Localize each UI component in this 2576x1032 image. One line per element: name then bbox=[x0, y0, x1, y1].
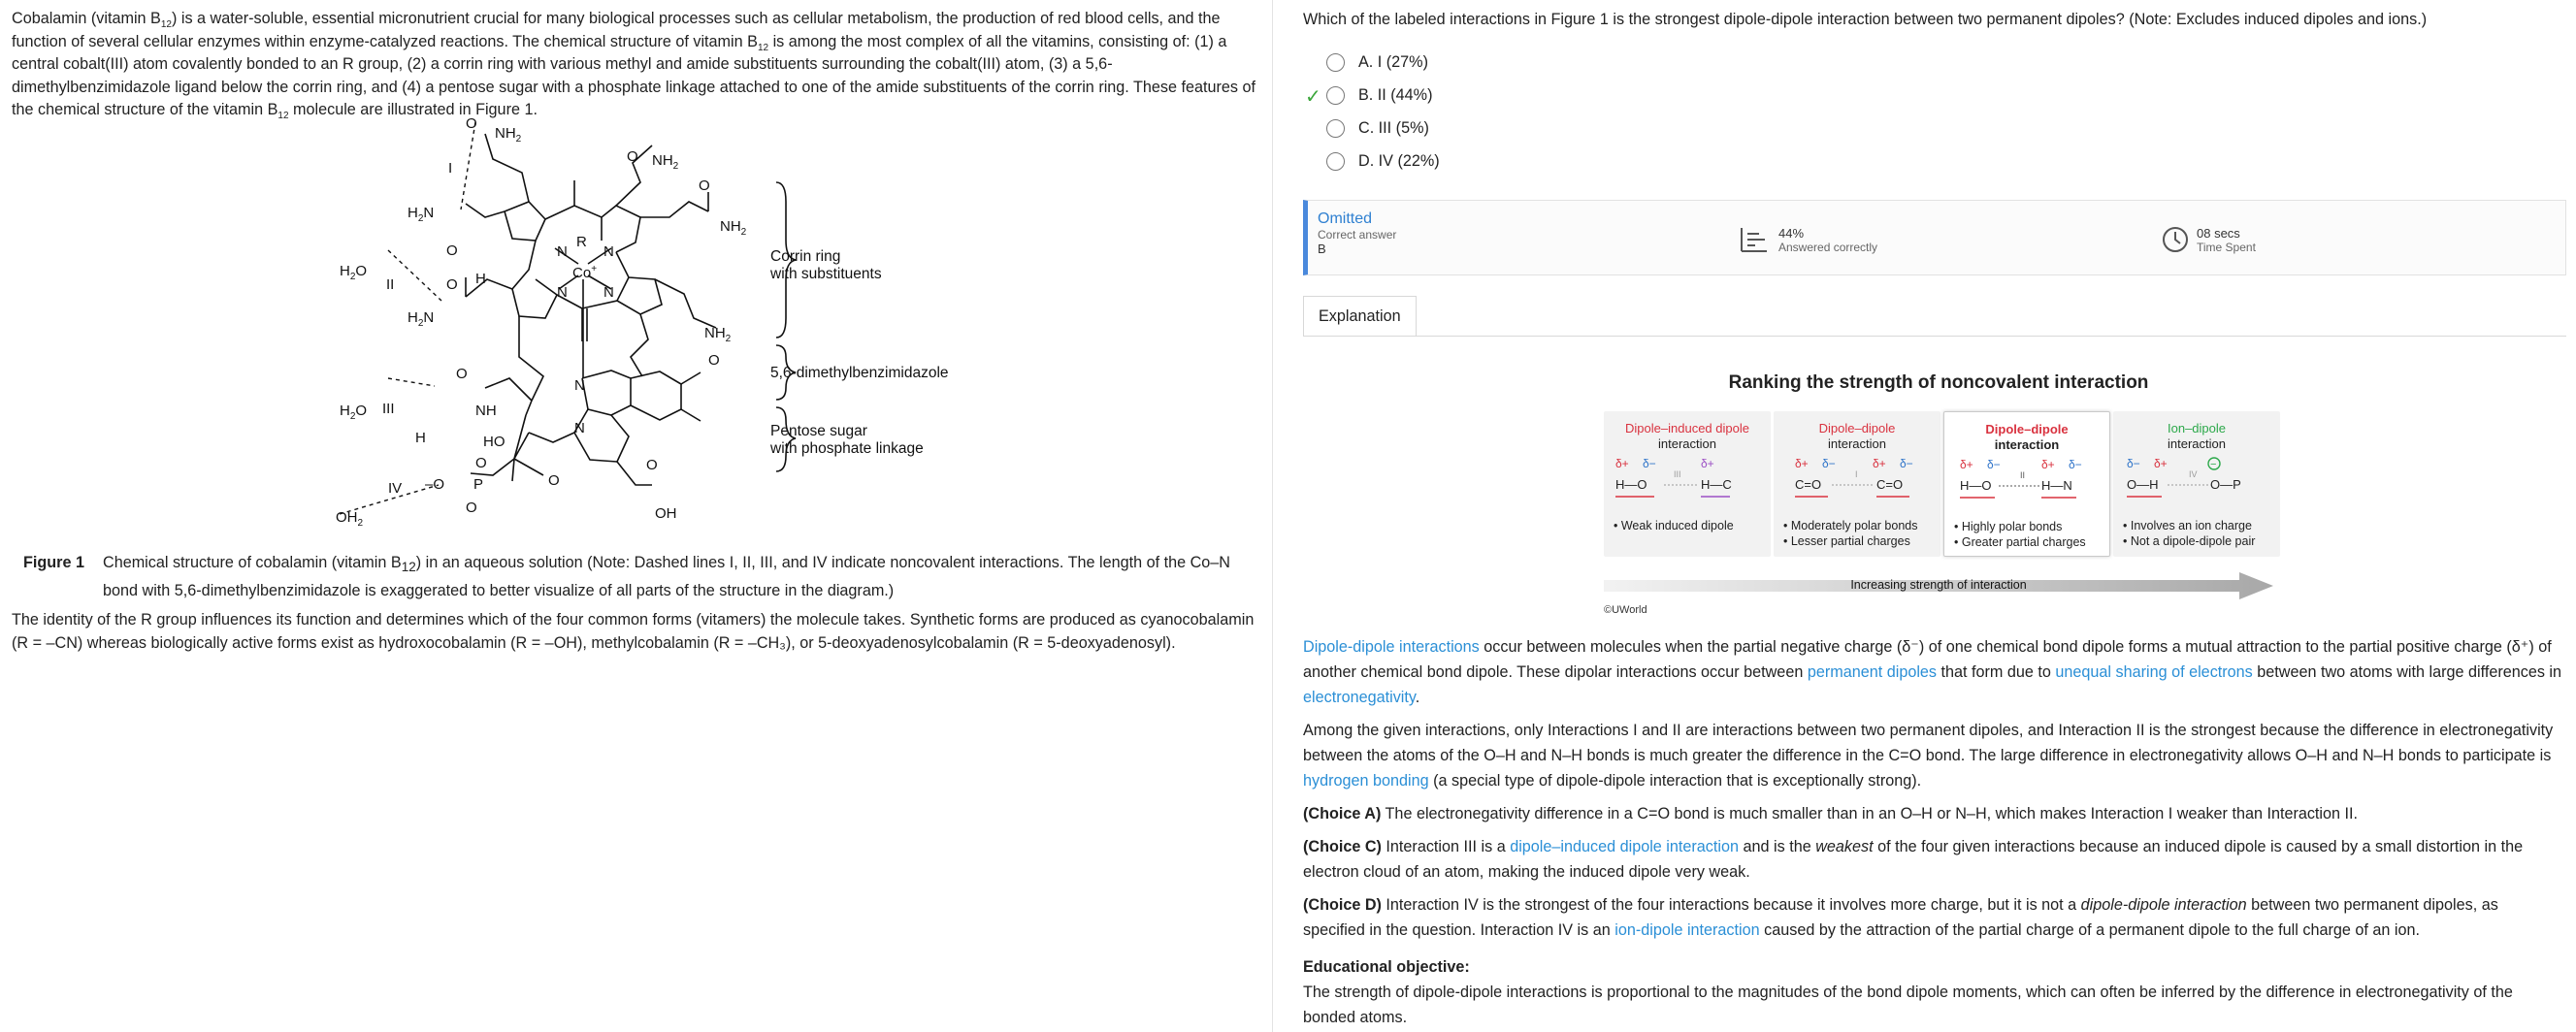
text: Interaction IV is the strongest of the four interactions because it involves more charge, but it is not a bbox=[1381, 896, 2081, 914]
roman-label: II bbox=[2020, 470, 2026, 480]
dipole-formula-co bbox=[1774, 456, 1940, 514]
link-dipole-dipole[interactable]: Dipole-dipole interactions bbox=[1303, 638, 1480, 656]
corrin-ring-annotation: Corrin ring bbox=[770, 248, 841, 265]
box-subtitle: interaction bbox=[1828, 436, 1886, 451]
subscript: 12 bbox=[757, 42, 769, 53]
nitrogen-label: N bbox=[574, 377, 585, 394]
caption-text-1: Chemical structure of cobalamin (vitamin B bbox=[103, 554, 402, 571]
bullet: • Greater partial charges bbox=[1954, 535, 2086, 549]
text: caused by the attraction of the partial charge of a permanent dipole to the full charge of an ion. bbox=[1759, 921, 2420, 939]
interaction-label-i: I bbox=[448, 160, 453, 177]
text: The electronegativity difference in a C=O bond is much smaller than in an O–H or N–H, which makes Interaction I weaker than Interaction II. bbox=[1381, 805, 2359, 822]
link-unequal-sharing[interactable]: unequal sharing of electrons bbox=[2055, 663, 2253, 681]
induced-dipole-formula bbox=[1604, 456, 1771, 514]
bullet: • Weak induced dipole bbox=[1614, 519, 1734, 532]
strength-arrow-label: Increasing strength of interaction bbox=[1850, 578, 2027, 592]
water-label: $H_2O$ bbox=[340, 403, 368, 422]
oxygen-label: O bbox=[466, 500, 477, 516]
correct-answer-label: Correct answer bbox=[1318, 228, 1397, 242]
link-dipole-induced[interactable]: dipole–induced dipole interaction bbox=[1510, 838, 1739, 855]
formula-left: C=O bbox=[1795, 477, 1822, 492]
delta-minus: δ− bbox=[1822, 457, 1836, 470]
text: that form due to bbox=[1937, 663, 2056, 681]
formula-left: H—O bbox=[1960, 478, 1992, 493]
percent-correct-value: 44% bbox=[1778, 226, 1805, 241]
status-omitted: Omitted bbox=[1318, 210, 1373, 227]
status-stat bbox=[1318, 210, 1396, 286]
amide-h2n-label: $H_2N$ bbox=[408, 309, 435, 329]
radio-button[interactable] bbox=[1326, 53, 1345, 72]
delta-plus: δ+ bbox=[1701, 457, 1714, 470]
answer-choice-b[interactable] bbox=[1305, 81, 1433, 109]
time-spent-label: Time Spent bbox=[2197, 241, 2256, 254]
passage-intro bbox=[12, 8, 1259, 122]
delta-plus: δ+ bbox=[1873, 457, 1886, 470]
nitrogen-label: N bbox=[574, 420, 585, 436]
passage-text-4: molecule are illustrated in Figure 1. bbox=[288, 101, 538, 118]
delta-minus: δ− bbox=[1900, 457, 1913, 470]
bullet: • Lesser partial charges bbox=[1783, 534, 1910, 548]
text: occur between molecules when the partial negative charge (δ⁻) of one chemical bond dipole forms a mutual attraction to the partial positive charge (δ⁺) of another chemical bond dipole. These dipolar interactions occur between bbox=[1303, 638, 2552, 681]
amide-label: O bbox=[456, 366, 468, 382]
choice-label: C. III (5%) bbox=[1358, 118, 1429, 137]
delta-plus: δ+ bbox=[1795, 457, 1809, 470]
interaction-box-dipole-moderate bbox=[1774, 411, 1940, 557]
text: . bbox=[1415, 689, 1420, 706]
answer-choice-a[interactable] bbox=[1326, 48, 1428, 76]
box-title: Ion–dipole bbox=[2168, 421, 2226, 435]
copyright-label: ©UWorld bbox=[1604, 604, 1647, 616]
phosphorus-label: P bbox=[473, 476, 484, 493]
sugar-annotation: Pentose sugar bbox=[770, 423, 867, 439]
delta-minus: δ− bbox=[1643, 457, 1656, 470]
cobalamin-structure-diagram bbox=[320, 115, 961, 532]
text: of the four given interactions because an induced dipole is caused by a small distortion in the electron cloud of an atom, making the induced dipole very weak. bbox=[1303, 838, 2524, 881]
oxygen-label: O bbox=[475, 455, 487, 471]
interaction-box-induced bbox=[1604, 411, 1771, 557]
answer-stats-card bbox=[1303, 200, 2566, 275]
question-stem: Which of the labeled interactions in Figure 1 is the strongest dipole-dipole interaction between two permanent dipoles? (Note: Excludes induced dipoles and ions.) bbox=[1303, 11, 2428, 28]
bullet: • Involves an ion charge bbox=[2123, 519, 2252, 532]
text: and is the bbox=[1739, 838, 1816, 855]
text: Interaction III is a bbox=[1381, 838, 1511, 855]
choice-tag: (Choice A) bbox=[1303, 805, 1382, 822]
noncovalent-ranking-infographic bbox=[1604, 367, 2273, 621]
corrin-ring-annotation-2: with substituents bbox=[770, 266, 882, 282]
correct-answer-value: B bbox=[1318, 242, 1326, 256]
amide-label: O bbox=[446, 242, 458, 259]
interaction-label-iii: III bbox=[382, 401, 395, 417]
figure-caption bbox=[23, 551, 1255, 602]
choice-label: A. I (27%) bbox=[1358, 52, 1428, 71]
tab-divider bbox=[1303, 336, 2566, 337]
dipole-formula-oh-nh bbox=[1944, 457, 2111, 515]
cobalt-label: Co+ bbox=[572, 264, 598, 281]
delta-plus: δ+ bbox=[2041, 458, 2055, 471]
amide-nh2-label: $NH_2$ bbox=[652, 152, 679, 172]
radio-button[interactable] bbox=[1326, 152, 1345, 171]
amide-label: O bbox=[708, 352, 720, 369]
explanation-choice-a bbox=[1303, 801, 2564, 826]
bar-chart-icon bbox=[1740, 226, 1769, 253]
delta-plus: δ+ bbox=[1960, 458, 1973, 471]
text: between two atoms with large differences in bbox=[2252, 663, 2562, 681]
text: Among the given interactions, only Interactions I and II are interactions between two permanent dipoles, and Interaction II is the strongest because the difference in electronegativity between the atoms of the O–H and N–H bonds is much greater the difference in the C=O bond. The large difference in electronegativity allows O–H and N–H bonds to participate is bbox=[1303, 722, 2554, 764]
pane-divider[interactable] bbox=[1272, 0, 1273, 1032]
box-title: Dipole–dipole bbox=[1818, 421, 1896, 435]
figure-label: Figure 1 bbox=[23, 554, 84, 571]
choice-label: B. II (44%) bbox=[1358, 85, 1433, 104]
infographic-title: Ranking the strength of noncovalent interaction bbox=[1728, 372, 2149, 393]
link-electronegativity[interactable]: electronegativity bbox=[1303, 689, 1416, 706]
choice-label: D. IV (22%) bbox=[1358, 151, 1440, 170]
emphasis: dipole-dipole interaction bbox=[2080, 896, 2247, 914]
minus-sign: − bbox=[2210, 459, 2217, 470]
objective-title: Educational objective: bbox=[1303, 958, 1470, 976]
radio-button[interactable] bbox=[1326, 86, 1345, 105]
hydrogen-label: H bbox=[415, 430, 426, 446]
answer-choice-c[interactable] bbox=[1326, 114, 1429, 142]
interaction-box-ion-dipole bbox=[2113, 411, 2280, 557]
water-label: $H_2O$ bbox=[340, 263, 368, 282]
delta-minus: δ− bbox=[2127, 457, 2140, 470]
bullet: • Not a dipole-dipole pair bbox=[2123, 534, 2256, 548]
sugar-annotation-2: with phosphate linkage bbox=[770, 440, 924, 457]
percent-stat bbox=[1740, 226, 1877, 302]
amide-h2n-label: $H_2N$ bbox=[408, 205, 435, 224]
delta-plus: δ+ bbox=[1615, 457, 1629, 470]
clock-icon bbox=[2162, 226, 2189, 253]
passage-pane bbox=[0, 0, 1271, 1032]
roman-label: III bbox=[1674, 469, 1681, 479]
amide-nh2-label: $NH_2$ bbox=[704, 325, 732, 344]
tab-explanation[interactable]: Explanation bbox=[1303, 296, 1417, 337]
explanation-paragraph-1 bbox=[1303, 634, 2564, 710]
nitrogen-label: N bbox=[603, 243, 614, 260]
r-group-label: R bbox=[576, 234, 587, 250]
passage-text-1: Cobalamin (vitamin B bbox=[12, 10, 161, 27]
phosphate-oxygen-label: –O bbox=[425, 476, 445, 493]
oxygen-label: O bbox=[646, 457, 658, 473]
delta-minus: δ− bbox=[1987, 458, 2001, 471]
oxygen-label: O bbox=[548, 472, 560, 489]
amide-label: O bbox=[466, 115, 477, 132]
interaction-box-dipole-strong bbox=[1943, 411, 2110, 557]
nitrogen-label: N bbox=[557, 284, 568, 301]
caption-text-2: ) in an aqueous solution (Note: Dashed lines I, II, III, and IV indicate noncovalent interactions. The length of the Co–N bond with 5,6-dimethylbenzimidazole is exaggerated to better visualize of all parts of the structure in the diagram.) bbox=[103, 554, 1230, 600]
explanation-paragraph-2 bbox=[1303, 718, 2564, 793]
time-stat bbox=[2162, 226, 2256, 302]
link-hydrogen-bonding[interactable]: hydrogen bonding bbox=[1303, 772, 1429, 790]
explanation-choice-c bbox=[1303, 834, 2564, 885]
percent-correct-label: Answered correctly bbox=[1778, 241, 1878, 254]
amide-nh-label: NH bbox=[475, 403, 497, 419]
figure-caption-text bbox=[103, 551, 1255, 602]
delta-minus: δ− bbox=[2069, 458, 2082, 471]
interaction-label-iv: IV bbox=[388, 480, 403, 497]
box-title: Dipole–induced dipole bbox=[1625, 421, 1749, 435]
formula-right: O—P bbox=[2210, 477, 2241, 492]
text: (a special type of dipole-dipole interaction that is exceptionally strong). bbox=[1428, 772, 1922, 790]
subscript: 12 bbox=[277, 111, 289, 122]
box-subtitle: interaction bbox=[2168, 436, 2226, 451]
question-pane bbox=[1303, 0, 2564, 1032]
box-subtitle: interaction bbox=[1658, 436, 1716, 451]
link-permanent-dipoles[interactable]: permanent dipoles bbox=[1807, 663, 1938, 681]
delta-plus: δ+ bbox=[2154, 457, 2168, 470]
hydroxyl-label: OH bbox=[655, 505, 677, 522]
nitrogen-label: N bbox=[557, 243, 568, 260]
passage-identity-paragraph: The identity of the R group influences its function and determines which of the four common forms (vitamers) the molecule takes. Synthetic forms are produced as cyanocobalamin (R = –CN) whereas biologically active forms exist as hydroxocobalamin (R = –OH), methylcobalamin (R = –CH₃), or 5-deoxyadenosylcobalamin (R = 5-deoxyadenosyl). bbox=[12, 611, 1255, 652]
correct-check-icon: ✓ bbox=[1305, 86, 1321, 108]
subscript: 12 bbox=[401, 560, 416, 575]
hydroxyl-label: HO bbox=[483, 434, 505, 450]
answer-choice-d[interactable] bbox=[1326, 147, 1440, 175]
dmb-annotation: 5,6-dimethylbenzimidazole bbox=[770, 365, 949, 381]
formula-right: H—N bbox=[2041, 478, 2072, 493]
roman-label: I bbox=[1855, 469, 1858, 479]
ion-dipole-formula bbox=[2113, 456, 2280, 514]
passage-text-3: is among the most complex of all the vitamins, consisting of: (1) a central cobalt(III) atom covalently bonded to an R group, (2) a corrin ring with various methyl and amide substituents surrounding the cobalt(III) atom, (3) a 5,6-dimethylbenzimidazole ligand below the corrin ring, and (4) a pentose sugar with a phosphate linkage attached to one of the amide substituents of the corrin ring. These features of the chemical structure of the vitamin B bbox=[12, 32, 1255, 118]
formula-left: H—O bbox=[1615, 477, 1647, 492]
bullet: • Moderately polar bonds bbox=[1783, 519, 1918, 532]
objective-text: The strength of dipole-dipole interactions is proportional to the magnitudes of the bond dipole moments, which can often be inferred by the difference in electronegativity of the bonded atoms. bbox=[1303, 984, 2513, 1026]
radio-button[interactable] bbox=[1326, 119, 1345, 138]
nitrogen-label: N bbox=[603, 284, 614, 301]
passage-text-2: ) is a water-soluble, essential micronutrient crucial for many biological processes such as cellular metabolism, the production of red blood cells, and the function of several cellular enzymes within enzyme-catalyzed reactions. The chemical structure of vitamin B bbox=[12, 10, 1221, 50]
amide-label: O bbox=[446, 276, 458, 293]
amide-nh2-label: $NH_2$ bbox=[495, 125, 522, 145]
formula-right: C=O bbox=[1876, 477, 1904, 492]
formula-left: O—H bbox=[2127, 477, 2159, 492]
formula-right: H—C bbox=[1701, 477, 1732, 492]
bullet: • Highly polar bonds bbox=[1954, 520, 2063, 533]
water-label: $OH_2$ bbox=[336, 509, 364, 529]
time-spent-value: 08 secs bbox=[2197, 226, 2240, 241]
emphasis: weakest bbox=[1815, 838, 1874, 855]
explanation-choice-d bbox=[1303, 892, 2564, 943]
interaction-label-ii: II bbox=[386, 276, 395, 293]
link-ion-dipole[interactable]: ion-dipole interaction bbox=[1614, 921, 1760, 939]
subscript: 12 bbox=[160, 19, 172, 31]
choice-tag: (Choice D) bbox=[1303, 896, 1382, 914]
roman-label: IV bbox=[2189, 469, 2198, 479]
amide-nh2-label: $NH_2$ bbox=[720, 218, 747, 238]
amide-label: O bbox=[699, 177, 710, 194]
amide-label: O bbox=[627, 148, 638, 165]
choice-tag: (Choice C) bbox=[1303, 838, 1382, 855]
box-title: Dipole–dipole bbox=[1985, 422, 2069, 436]
text: between two permanent dipoles, as specified in the question. Interaction IV is an bbox=[1303, 896, 2498, 939]
box-subtitle: interaction bbox=[1994, 437, 2060, 452]
hydrogen-label: H bbox=[475, 271, 486, 287]
